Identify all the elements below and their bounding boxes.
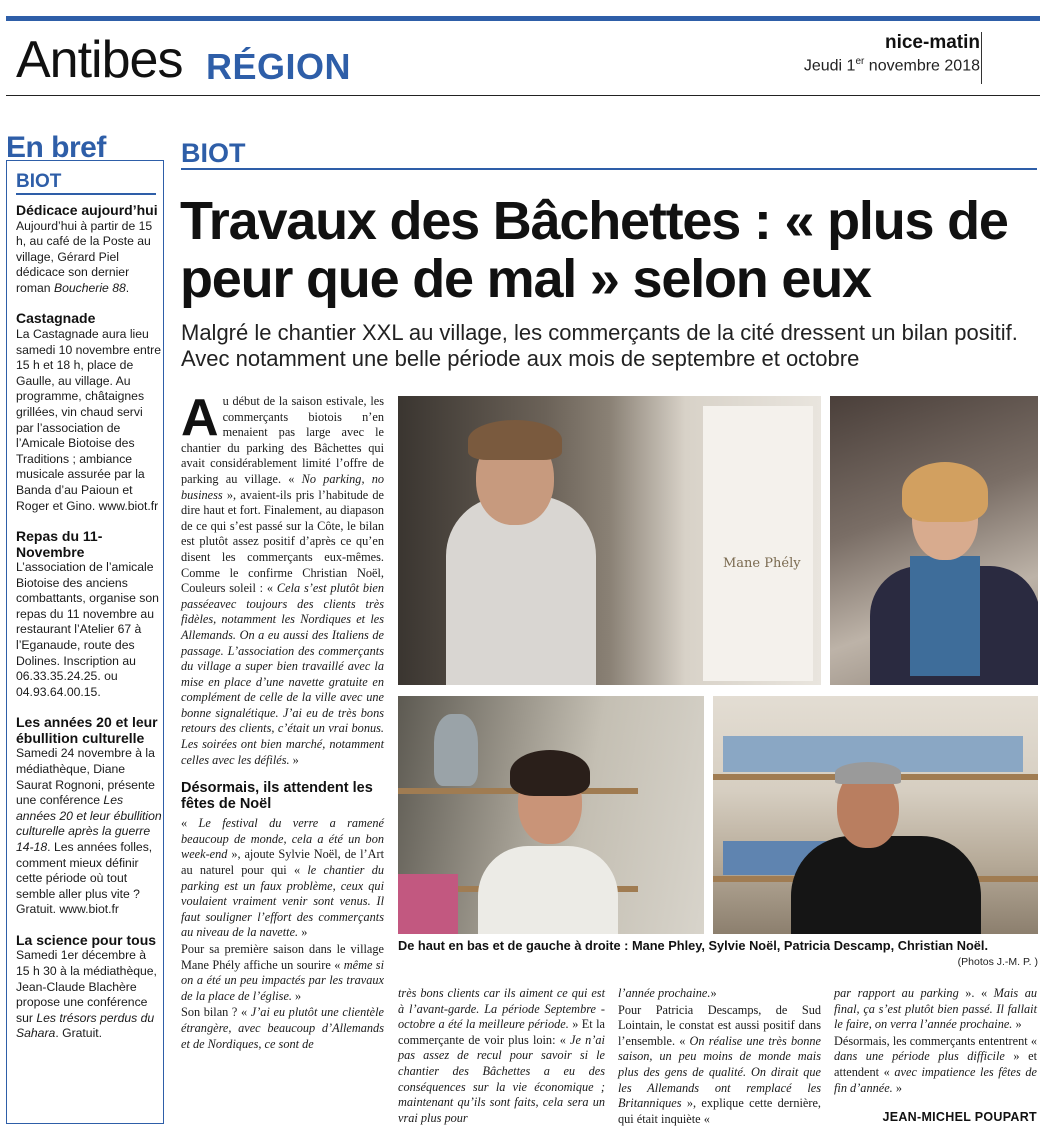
person-hair	[835, 762, 901, 784]
article-column-3	[618, 986, 821, 1128]
brief-item-title: Repas du 11-Novembre	[16, 528, 103, 560]
article-column-4	[834, 986, 1037, 1097]
masthead-region: RÉGION	[206, 46, 352, 87]
top-rule	[6, 16, 1040, 21]
article-byline: JEAN-MICHEL POUPART	[882, 1110, 1037, 1124]
brief-item	[16, 203, 162, 296]
photo-credit: (Photos J.-M. P. )	[957, 956, 1038, 968]
article-headline: Travaux des Bâchettes : « plus de peur que de mal » selon eux	[180, 191, 1008, 309]
article-paragraph: Pour Patricia Descamps, de Sud Lointain, le constat est aussi positif dans l’ensemble. « On réalise une très bonne saison, un peu moins de monde mais plus des gens de qualité. On dirait que les Allemands ont remplacé les Britanniques », explique cette dernière, qui était inquiète «	[618, 1002, 821, 1126]
brief-item-text: La Castagnade aura lieu samedi 10 novembre entre 15 h et 18 h, place de Gaulle, au village. Au programme, châtaignes grillées, vin chaud servi par l’association de l’Amicale Biotoise des Traditions ; ambiance musicale assurée par la Banda d’au Paioun et Roger et Gino. www.biot.fr	[16, 326, 161, 513]
masthead	[6, 26, 1040, 96]
drop-cap: A	[181, 389, 219, 447]
brief-item-text: Samedi 24 novembre à la médiathèque, Diane Saurat Rognoni, présente une conférence Les années 20 et leur ébullition culturelle après la guerre 14-18. Les années folles, comment mieux définir cette période où tout semble aller plus vite ? Gratuit. www.biot.fr	[16, 746, 162, 917]
masthead-city: Antibes	[16, 31, 183, 89]
brief-item-text: Aujourd’hui à partir de 15 h, au café de la Poste au village, Gérard Piel dédicace son dernier roman Boucherie 88.	[16, 218, 153, 295]
photo-patricia-descamp	[398, 696, 704, 934]
brief-items	[16, 203, 162, 1057]
person-body	[791, 836, 981, 934]
brief-item-text: Samedi 1er décembre à 15 h 30 à la médiathèque, Jean-Claude Blachère propose une conférence sur Les trésors perdus du Sahara. Gratuit.	[16, 948, 157, 1041]
paper-name: nice-matin	[884, 32, 980, 53]
article-paragraph: « Le festival du verre a ramené beaucoup de monde, cela a été un bon week-end », ajoute Sylvie Noël, de l’Art au naturel pour qui « le chantier du parking est un faux problème, ceux qui voulaient vraiment venir sont venus. Il faut souligner l’effort des commerçants au niveau de la navette. »	[181, 816, 384, 940]
article-paragraph: Désormais, les commerçants ententrent « dans une période plus difficile » et attendent « avec impatience les fêtes de fin d’année. »	[834, 1033, 1037, 1095]
brief-section-rule	[16, 193, 156, 195]
brief-item	[16, 933, 162, 1042]
photo-sylvie-noel	[830, 396, 1038, 685]
shop-sign	[703, 406, 813, 681]
brief-item-title: Dédicace aujourd’hui	[16, 202, 158, 218]
brief-title: En bref	[6, 131, 106, 164]
paper-info	[804, 32, 980, 75]
article-paragraph: très bons clients car ils aiment ce qui est à l’avant-garde. La période Septembre - octobre a été la meilleure période. » Et la commerçante de voir plus loin: « Je n’ai pas assez de recul pour savoir si le chantier des Bâchettes a eu des conséquences sur la vie économique ; maintenant qu’ils sont faits, cela sera un vrai plus pour	[398, 986, 605, 1125]
brief-item	[16, 715, 162, 918]
photo-christian-noel	[713, 696, 1038, 934]
person-hair	[510, 750, 590, 796]
article-kicker: BIOT	[181, 138, 246, 168]
article-paragraph: Son bilan ? « J’ai eu plutôt une clientèle étrangère, avec beaucoup d’Allemands et de Nordiques, ce sont de	[181, 1005, 384, 1051]
article-paragraph: l’année prochaine.»	[618, 986, 717, 1000]
article-column-2	[398, 986, 605, 1127]
article-standfirst: Malgré le chantier XXL au village, les commerçants de la cité dressent un bilan positif. Avec notamment une belle période aux mois de septembre et octobre	[181, 320, 1018, 371]
photo-caption: De haut en bas et de gauche à droite : Mane Phley, Sylvie Noël, Patricia Descamp, Christian Noël.	[398, 938, 989, 953]
kicker-rule	[181, 168, 1037, 170]
glass-vase	[434, 714, 478, 786]
person-hair	[468, 420, 562, 460]
glass-items	[398, 874, 458, 934]
scarf	[910, 556, 980, 676]
masthead-divider	[981, 32, 983, 84]
paper-date: Jeudi 1er novembre 2018	[803, 56, 980, 75]
person-hair	[902, 462, 988, 522]
article-paragraph: par rapport au parking ». « Mais au final, ça s’est plutôt bien passé. Il fallait le faire, on verra l’année prochaine. »	[834, 986, 1038, 1032]
brief-item	[16, 529, 162, 700]
shop-sign-text: Mane Phély	[723, 556, 801, 571]
article-subhead: Désormais, ils attendent les fêtes de Noël	[181, 780, 373, 813]
article-paragraph: Pour sa première saison dans le village Mane Phély affiche un sourire « même si on a été un peu impactés par les travaux de la place de l’église. »	[181, 942, 385, 1003]
photo-mane-phely	[398, 396, 821, 685]
brief-item-title: Les années 20 et leur ébullition culturelle	[16, 714, 158, 746]
brief-sidebar	[6, 160, 164, 1124]
person-body	[478, 846, 618, 934]
brief-item-title: Castagnade	[16, 310, 96, 327]
brief-section-label: BIOT	[16, 171, 62, 192]
article-column-1	[181, 389, 385, 1053]
brief-item-text: L’association de l’amicale Biotoise des anciens combattants, organise son repas du 11 novembre au restaurant l’Atelier 67 à l’Eganaude, route des Dolines. Inscription au 06.33.35.24.25. ou 04.93.64.00.15.	[16, 560, 159, 699]
brief-item-title: La science pour tous	[16, 931, 157, 948]
article-paragraph: Au début de la saison estivale, les commerçants biotois n’en menaient pas large avec le chantier du parking des Bâchettes qui avait considérablement limité l’offre de parking au village. « No parking, no business », avaient-ils pris l’habitude de dire haut et fort. Finalement, au diapason de ce qui s’est passé sur la Côte, le bilan est plutôt assez positif d’après ce qu’en disent les commerçants eux-mêmes. Comme le confirme Christian Noël, Couleurs soleil : « Cela s’est plutôt bien passéeavec toujours des clients très fidèles, notamment les Nordiques et les Allemands. On a eu aussi des Italiens de passage. L’association des commerçants du village a super bien travaillé avec la mise en place d’une navette gratuite en complément de celle de la ville avec une bonne signalétique. J’ai eu de très bons retours des clients, c’était un vrai bonus. Les soirées ont bien marché, notamment celles avec les défilés. »	[181, 389, 385, 767]
brief-item	[16, 311, 162, 514]
